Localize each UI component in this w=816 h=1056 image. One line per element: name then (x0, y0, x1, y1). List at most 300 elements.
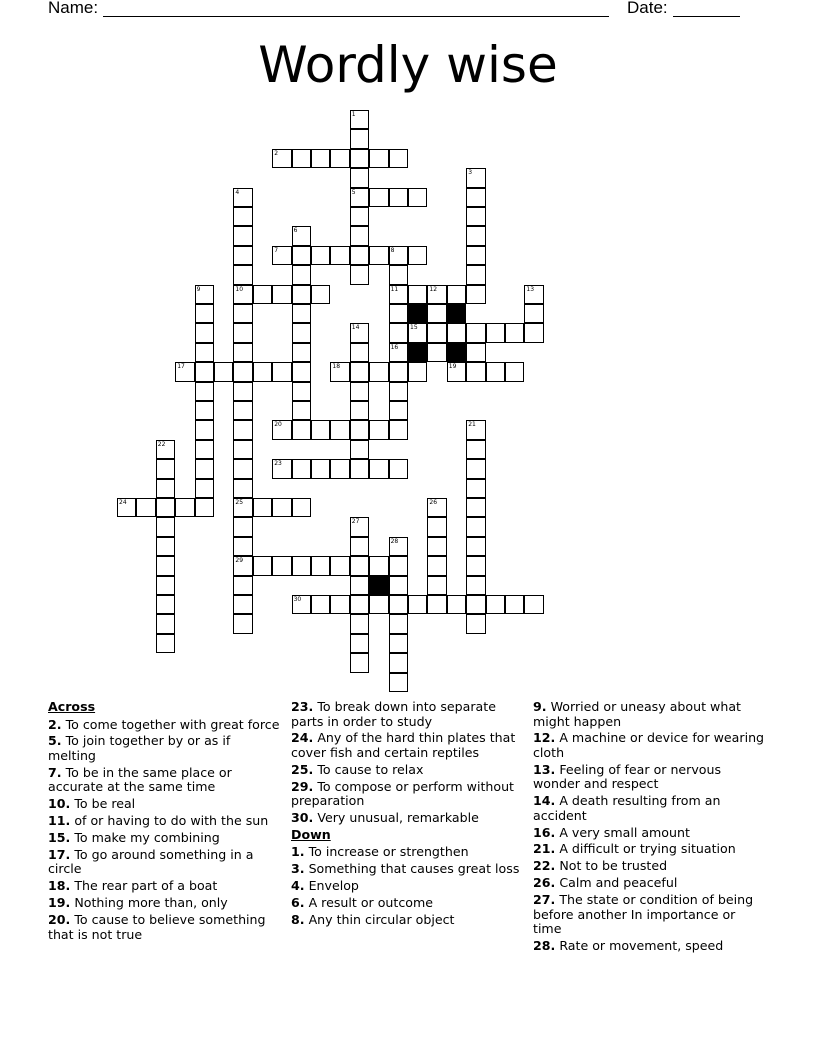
grid-cell[interactable] (466, 188, 485, 207)
clue-number: 22. (533, 858, 556, 874)
grid-cell[interactable] (330, 362, 349, 381)
grid-cell[interactable] (175, 362, 194, 381)
clue-number: 14. (533, 793, 556, 809)
across-clue (291, 700, 525, 729)
clue-number: 28. (533, 938, 556, 954)
grid-cell[interactable] (156, 614, 175, 633)
grid-cell[interactable] (389, 653, 408, 672)
grid-cell[interactable] (330, 459, 349, 478)
clue-text: A difficult or trying situation (555, 841, 736, 857)
grid-cell[interactable] (389, 537, 408, 556)
grid-cell[interactable] (369, 556, 388, 575)
clue-text: The state or condition of being before another In importance or time (533, 892, 754, 937)
across-clue (48, 896, 282, 911)
clue-number: 23. (291, 699, 314, 714)
grid-cell[interactable] (292, 226, 311, 245)
grid-cell[interactable] (156, 576, 175, 595)
grid-cell[interactable] (350, 634, 369, 653)
grid-cell[interactable] (330, 420, 349, 439)
grid-cell[interactable] (350, 382, 369, 401)
grid-cell[interactable] (233, 614, 252, 633)
grid-cell[interactable] (195, 498, 214, 517)
grid-cell[interactable] (195, 459, 214, 478)
clue-number: 15. (48, 829, 71, 845)
grid-cell[interactable] (350, 401, 369, 420)
grid-cell[interactable] (253, 556, 272, 575)
grid-cell[interactable] (389, 382, 408, 401)
grid-cell[interactable] (233, 343, 252, 362)
grid-cell[interactable] (292, 595, 311, 614)
grid-cell[interactable] (389, 343, 408, 362)
clue-number: 10. (48, 796, 71, 812)
grid-cell[interactable] (195, 440, 214, 459)
grid-cell[interactable] (233, 556, 252, 575)
down-clue (533, 794, 767, 823)
clue-number-29: 29 (235, 557, 244, 565)
clue-number-4: 4 (235, 188, 240, 196)
grid-cell[interactable] (233, 285, 252, 304)
grid-cell[interactable] (389, 459, 408, 478)
grid-cell[interactable] (156, 556, 175, 575)
clue-number-9: 9 (196, 285, 201, 293)
clue-number-16: 16 (390, 343, 399, 351)
grid-cell[interactable] (466, 614, 485, 633)
clue-text: To go around something in a circle (48, 846, 254, 877)
grid-cell[interactable] (350, 537, 369, 556)
grid-cell[interactable] (214, 362, 233, 381)
grid-cell[interactable] (369, 420, 388, 439)
grid-cell[interactable] (350, 362, 369, 381)
across-clue (48, 814, 282, 829)
grid-cell[interactable] (505, 595, 524, 614)
grid-cell[interactable] (233, 382, 252, 401)
clue-number-19: 19 (448, 363, 457, 371)
grid-cell[interactable] (350, 110, 369, 129)
clue-text: A result or outcome (304, 895, 433, 911)
across-clue (48, 831, 282, 846)
grid-cell[interactable] (350, 576, 369, 595)
clue-number: 20. (48, 912, 71, 928)
clue-number-21: 21 (468, 421, 476, 429)
grid-cell[interactable] (427, 323, 446, 342)
grid-cell[interactable] (466, 595, 485, 614)
down-clue (533, 700, 767, 729)
across-clue (48, 718, 282, 733)
grid-cell[interactable] (350, 188, 369, 207)
grid-cell[interactable] (292, 362, 311, 381)
grid-cell[interactable] (272, 556, 291, 575)
date-label: Date: (627, 0, 668, 17)
grid-cell[interactable] (427, 304, 446, 323)
grid-cell[interactable] (311, 420, 330, 439)
across-clue (291, 811, 525, 826)
grid-cell[interactable] (195, 382, 214, 401)
grid-cell[interactable] (233, 401, 252, 420)
grid-cell[interactable] (427, 285, 446, 304)
clue-text: A very small amount (555, 824, 690, 840)
grid-cell[interactable] (272, 149, 291, 168)
clue-number-1: 1 (351, 111, 356, 118)
grid-cell[interactable] (330, 556, 349, 575)
down-heading: Down (291, 826, 331, 842)
across-clue (48, 734, 282, 763)
clue-number-24: 24 (119, 499, 127, 506)
grid-cell[interactable] (233, 479, 252, 498)
grid-cell[interactable] (233, 207, 252, 226)
grid-cell[interactable] (292, 304, 311, 323)
grid-cell[interactable] (427, 498, 446, 517)
grid-cell[interactable] (427, 343, 446, 362)
grid-cell[interactable] (350, 207, 369, 226)
grid-cell[interactable] (466, 420, 485, 439)
clue-column-1 (48, 700, 282, 944)
grid-cell[interactable] (466, 479, 485, 498)
black-cell (408, 343, 427, 362)
clue-number-23: 23 (274, 460, 282, 468)
grid-cell[interactable] (292, 498, 311, 517)
clue-text: Calm and peaceful (555, 875, 678, 891)
clue-text: To come together with great force (61, 716, 280, 732)
grid-cell[interactable] (389, 673, 408, 692)
grid-cell[interactable] (466, 576, 485, 595)
clue-number-20: 20 (274, 421, 282, 429)
grid-cell[interactable] (466, 207, 485, 226)
clue-text: of or having to do with the sun (70, 813, 269, 829)
grid-cell[interactable] (427, 517, 446, 536)
grid-cell[interactable] (233, 226, 252, 245)
clue-text: To break down into separate parts in order to study (291, 699, 496, 729)
grid-cell[interactable] (369, 459, 388, 478)
grid-cell[interactable] (408, 246, 427, 265)
grid-cell[interactable] (447, 285, 466, 304)
grid-cell[interactable] (156, 634, 175, 653)
across-clue (48, 797, 282, 812)
clue-text: A death resulting from an accident (533, 793, 721, 823)
grid-cell[interactable] (389, 595, 408, 614)
grid-cell[interactable] (389, 149, 408, 168)
grid-cell[interactable] (466, 498, 485, 517)
clue-number-11: 11 (390, 285, 399, 293)
grid-cell[interactable] (505, 323, 524, 342)
grid-cell[interactable] (466, 343, 485, 362)
grid-cell[interactable] (330, 149, 349, 168)
down-clue (533, 893, 767, 937)
grid-cell[interactable] (195, 479, 214, 498)
grid-cell[interactable] (292, 382, 311, 401)
black-cell (408, 304, 427, 323)
clue-number: 21. (533, 841, 556, 857)
down-clue (533, 876, 767, 891)
clue-number: 13. (533, 761, 556, 777)
grid-cell[interactable] (156, 517, 175, 536)
grid-cell[interactable] (330, 246, 349, 265)
grid-cell[interactable] (447, 323, 466, 342)
grid-cell[interactable] (466, 517, 485, 536)
grid-cell[interactable] (292, 285, 311, 304)
grid-cell[interactable] (156, 537, 175, 556)
grid-cell[interactable] (233, 304, 252, 323)
clue-number: 16. (533, 824, 556, 840)
grid-cell[interactable] (466, 556, 485, 575)
across-clue (291, 731, 525, 760)
down-clue (533, 859, 767, 874)
grid-cell[interactable] (466, 226, 485, 245)
grid-cell[interactable] (350, 614, 369, 633)
grid-cell[interactable] (408, 285, 427, 304)
clue-number: 30. (291, 810, 314, 826)
grid-cell[interactable] (233, 459, 252, 478)
grid-cell[interactable] (427, 537, 446, 556)
grid-cell[interactable] (466, 246, 485, 265)
down-clue (291, 913, 525, 928)
grid-cell[interactable] (389, 362, 408, 381)
grid-cell[interactable] (350, 226, 369, 245)
clue-number: 18. (48, 878, 71, 894)
grid-cell[interactable] (408, 595, 427, 614)
grid-cell[interactable] (486, 595, 505, 614)
grid-cell[interactable] (447, 362, 466, 381)
grid-cell[interactable] (253, 362, 272, 381)
clue-text: Any of the hard thin plates that cover fish and certain reptiles (291, 730, 516, 760)
clue-number-10: 10 (235, 285, 244, 293)
grid-cell[interactable] (389, 285, 408, 304)
across-clue (48, 848, 282, 877)
clue-number: 3. (291, 861, 305, 877)
grid-cell[interactable] (195, 343, 214, 362)
grid-cell[interactable] (350, 246, 369, 265)
clue-number-5: 5 (351, 188, 356, 196)
clue-text: Rate or movement, speed (555, 938, 724, 954)
clue-number-27: 27 (351, 518, 360, 526)
clue-text: To cause to relax (313, 761, 424, 777)
grid-cell[interactable] (272, 285, 291, 304)
clue-number-8: 8 (390, 246, 395, 254)
grid-cell[interactable] (389, 634, 408, 653)
grid-cell[interactable] (272, 459, 291, 478)
clue-text: To compose or perform without preparation (291, 778, 514, 809)
grid-cell[interactable] (350, 420, 369, 439)
grid-cell[interactable] (350, 323, 369, 342)
name-label: Name: (48, 0, 99, 17)
grid-cell[interactable] (350, 653, 369, 672)
grid-cell[interactable] (311, 459, 330, 478)
down-clue (291, 845, 525, 860)
clue-number-25: 25 (235, 499, 244, 506)
grid-cell[interactable] (486, 323, 505, 342)
grid-cell[interactable] (350, 459, 369, 478)
grid-cell[interactable] (272, 362, 291, 381)
grid-cell[interactable] (136, 498, 155, 517)
down-clue (533, 731, 767, 760)
grid-cell[interactable] (292, 246, 311, 265)
clue-number: 8. (291, 912, 305, 928)
clue-number: 6. (291, 895, 305, 911)
grid-cell[interactable] (350, 440, 369, 459)
clue-text: Not to be trusted (555, 858, 668, 874)
puzzle-title: Wordly wise (258, 36, 558, 94)
clue-number: 12. (533, 730, 556, 746)
grid-cell[interactable] (195, 401, 214, 420)
grid-cell[interactable] (272, 246, 291, 265)
grid-cell[interactable] (389, 246, 408, 265)
grid-cell[interactable] (389, 420, 408, 439)
grid-cell[interactable] (389, 265, 408, 284)
grid-cell[interactable] (389, 323, 408, 342)
clue-number: 7. (48, 764, 62, 780)
across-heading: Across (48, 699, 96, 714)
clue-number-7: 7 (274, 246, 279, 254)
grid-cell[interactable] (292, 401, 311, 420)
down-clue (291, 896, 525, 911)
grid-cell[interactable] (466, 265, 485, 284)
grid-cell[interactable] (156, 595, 175, 614)
clue-number: 26. (533, 875, 556, 891)
grid-cell[interactable] (233, 440, 252, 459)
grid-cell[interactable] (233, 188, 252, 207)
grid-cell[interactable] (233, 362, 252, 381)
grid-cell[interactable] (389, 576, 408, 595)
grid-cell[interactable] (350, 265, 369, 284)
across-clue (48, 913, 282, 942)
clue-number-12: 12 (429, 285, 438, 293)
black-cell (447, 343, 466, 362)
grid-cell[interactable] (350, 517, 369, 536)
grid-cell[interactable] (156, 498, 175, 517)
grid-cell[interactable] (524, 285, 543, 304)
across-clue (48, 879, 282, 894)
grid-cell[interactable] (389, 401, 408, 420)
clue-text: To increase or strengthen (304, 844, 469, 860)
grid-cell[interactable] (195, 362, 214, 381)
grid-cell[interactable] (350, 168, 369, 187)
grid-cell[interactable] (408, 323, 427, 342)
grid-cell[interactable] (195, 323, 214, 342)
grid-cell[interactable] (233, 323, 252, 342)
grid-cell[interactable] (466, 323, 485, 342)
clue-number-14: 14 (351, 324, 360, 332)
grid-cell[interactable] (350, 556, 369, 575)
grid-cell[interactable] (486, 362, 505, 381)
clue-column-2 (291, 700, 525, 930)
grid-cell[interactable] (389, 556, 408, 575)
clue-number: 24. (291, 730, 314, 746)
grid-cell[interactable] (389, 304, 408, 323)
grid-cell[interactable] (447, 595, 466, 614)
clue-text: Any thin circular object (304, 912, 455, 928)
grid-cell[interactable] (233, 517, 252, 536)
clue-text: A machine or device for wearing cloth (533, 730, 765, 760)
grid-cell[interactable] (524, 595, 543, 614)
grid-cell[interactable] (427, 595, 446, 614)
grid-cell[interactable] (408, 188, 427, 207)
grid-cell[interactable] (505, 362, 524, 381)
grid-cell[interactable] (292, 420, 311, 439)
grid-cell[interactable] (233, 595, 252, 614)
grid-cell[interactable] (292, 459, 311, 478)
clue-number-3: 3 (468, 169, 473, 177)
grid-cell[interactable] (350, 129, 369, 148)
grid-cell[interactable] (466, 440, 485, 459)
across-clue (48, 766, 282, 795)
grid-cell[interactable] (408, 362, 427, 381)
grid-cell[interactable] (330, 595, 349, 614)
clue-text: The rear part of a boat (70, 878, 218, 894)
clue-text: To join together by or as if melting (48, 733, 231, 763)
clue-number: 29. (291, 778, 314, 794)
grid-cell[interactable] (272, 420, 291, 439)
grid-cell[interactable] (233, 576, 252, 595)
clue-text: To be real (70, 796, 136, 812)
grid-cell[interactable] (311, 246, 330, 265)
grid-cell[interactable] (156, 479, 175, 498)
grid-cell[interactable] (389, 188, 408, 207)
grid-cell[interactable] (311, 285, 330, 304)
clue-text: To make my combining (70, 829, 220, 845)
grid-cell[interactable] (292, 149, 311, 168)
clue-number-6: 6 (293, 227, 298, 235)
grid-cell[interactable] (195, 420, 214, 439)
grid-cell[interactable] (156, 440, 175, 459)
grid-cell[interactable] (369, 595, 388, 614)
grid-cell[interactable] (369, 188, 388, 207)
grid-cell[interactable] (233, 420, 252, 439)
grid-cell[interactable] (369, 362, 388, 381)
grid-cell[interactable] (233, 498, 252, 517)
grid-cell[interactable] (253, 285, 272, 304)
grid-cell[interactable] (350, 343, 369, 362)
grid-cell[interactable] (233, 537, 252, 556)
grid-cell[interactable] (311, 595, 330, 614)
grid-cell[interactable] (466, 537, 485, 556)
grid-cell[interactable] (292, 265, 311, 284)
grid-cell[interactable] (311, 556, 330, 575)
grid-cell[interactable] (466, 362, 485, 381)
grid-cell[interactable] (233, 265, 252, 284)
grid-cell[interactable] (466, 168, 485, 187)
grid-cell[interactable] (292, 343, 311, 362)
grid-cell[interactable] (466, 459, 485, 478)
grid-cell[interactable] (389, 614, 408, 633)
grid-cell[interactable] (311, 149, 330, 168)
grid-cell[interactable] (117, 498, 136, 517)
grid-cell[interactable] (175, 498, 194, 517)
grid-cell[interactable] (466, 285, 485, 304)
grid-cell[interactable] (272, 498, 291, 517)
grid-cell[interactable] (292, 323, 311, 342)
grid-cell[interactable] (427, 556, 446, 575)
clue-number-26: 26 (429, 499, 438, 506)
clue-text: Nothing more than, only (70, 895, 228, 911)
clue-number: 27. (533, 892, 556, 908)
grid-cell[interactable] (233, 246, 252, 265)
grid-cell[interactable] (350, 595, 369, 614)
grid-cell[interactable] (524, 304, 543, 323)
grid-cell[interactable] (156, 459, 175, 478)
grid-cell[interactable] (253, 498, 272, 517)
grid-cell[interactable] (350, 149, 369, 168)
grid-cell[interactable] (524, 323, 543, 342)
grid-cell[interactable] (195, 285, 214, 304)
grid-cell[interactable] (369, 246, 388, 265)
grid-cell[interactable] (292, 556, 311, 575)
grid-cell[interactable] (195, 304, 214, 323)
across-clue (291, 780, 525, 809)
clue-text: To be in the same place or accurate at the same time (48, 764, 232, 795)
grid-cell[interactable] (369, 149, 388, 168)
down-clue (533, 763, 767, 792)
clue-number: 2. (48, 716, 62, 732)
grid-cell[interactable] (427, 576, 446, 595)
